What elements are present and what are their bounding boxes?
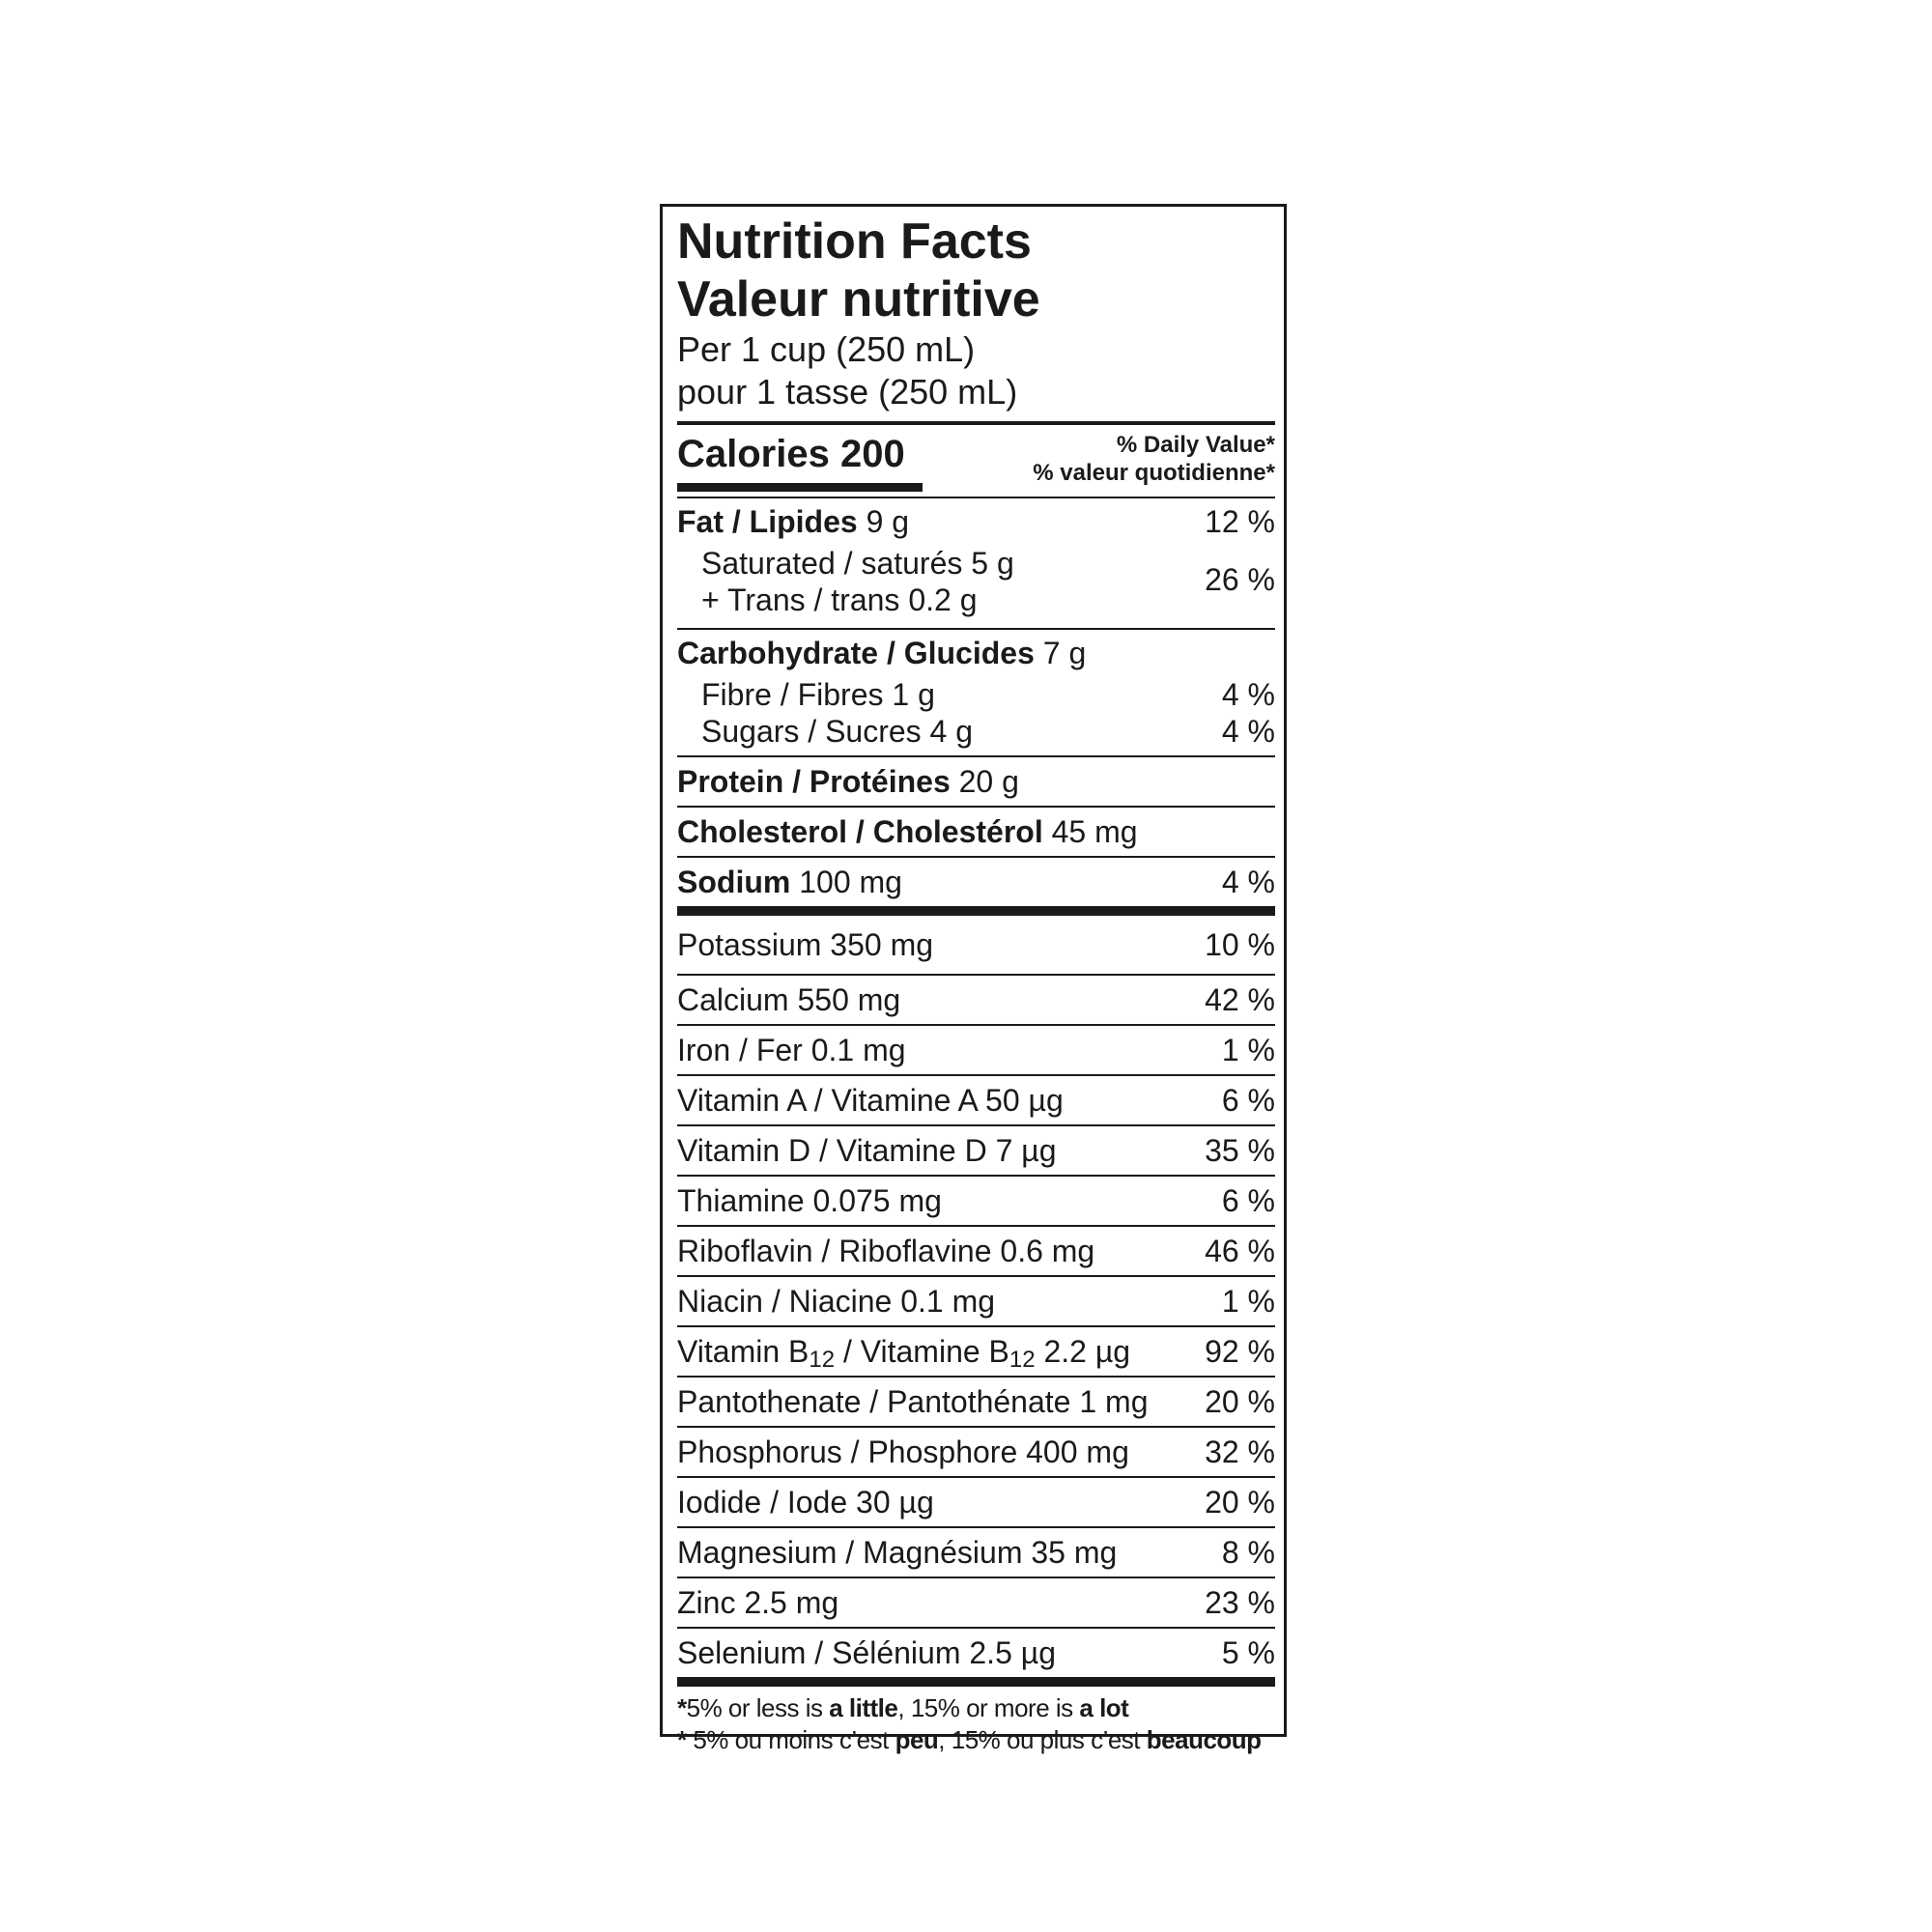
label-content [677,207,1275,1756]
daily-value-english: % Daily Value* [1116,432,1275,458]
nutrient-row-sodium [677,858,1275,906]
niacin-percent: 1 % [1221,1283,1275,1319]
protein-label: Protein / Protéines [677,763,951,799]
vitamin-b12-percent: 92 % [1205,1333,1275,1369]
footnote-text: , 15% or more is [897,1693,1080,1722]
footnote-text: , 15% ou plus c’est [938,1725,1147,1754]
thick-divider [677,906,1275,916]
b12-subscript: 12 [809,1346,836,1373]
sodium-label: Sodium [677,864,791,899]
b12-subscript: 12 [1009,1346,1036,1373]
title-french: Valeur nutritive [677,271,1040,327]
serving-size-english: Per 1 cup (250 mL) [677,329,976,369]
vitamin-a-percent: 6 % [1221,1082,1275,1118]
pantothenate-percent: 20 % [1205,1383,1275,1419]
sodium-percent: 4 % [1221,864,1275,899]
nutrient-row-niacin [677,1277,1275,1325]
nutrient-row-fat [677,498,1275,545]
magnesium-label: Magnesium / Magnésium 35 mg [677,1534,1118,1570]
vitamin-b12-label [677,1333,1131,1373]
iron-label: Iron / Fer 0.1 mg [677,1032,906,1067]
pantothenate-label: Pantothenate / Pantothénate 1 mg [677,1383,1149,1419]
nutrient-row-cholesterol [677,808,1275,856]
vitamin-b12-english: Vitamin B [677,1333,810,1369]
iodide-label: Iodide / Iode 30 µg [677,1484,934,1520]
nutrient-row-sugars [677,713,1275,750]
footnote-emphasis: beaucoup [1146,1725,1262,1754]
nutrient-row-riboflavin [677,1227,1275,1275]
nutrient-row-fibre [677,676,1275,713]
carbohydrate-amount: 7 g [1034,635,1087,670]
calories-underline [677,483,923,492]
footnote-emphasis: peu [895,1725,939,1754]
selenium-percent: 5 % [1221,1634,1275,1670]
footnote-asterisk: * [677,1693,687,1722]
calcium-label: Calcium 550 mg [677,981,901,1017]
saturated-trans-percent: 26 % [1205,562,1275,597]
nutrient-row-iodide [677,1478,1275,1526]
nutrient-row-iron [677,1026,1275,1074]
nutrition-facts-label [660,204,1287,1754]
footnote-french [677,1724,1275,1756]
daily-value-french: % valeur quotidienne* [1033,460,1275,486]
phosphorus-label: Phosphorus / Phosphore 400 mg [677,1434,1129,1469]
nutrient-row-pantothenate [677,1378,1275,1426]
title-english: Nutrition Facts [677,213,1032,270]
nutrient-row-potassium [677,916,1275,974]
nutrient-row-carbohydrate [677,630,1275,676]
thiamine-label: Thiamine 0.075 mg [677,1182,942,1218]
potassium-label: Potassium 350 mg [677,926,934,962]
nutrient-row-protein [677,757,1275,806]
zinc-percent: 23 % [1205,1584,1275,1620]
cholesterol-amount: 45 mg [1042,813,1138,849]
nutrient-row-thiamine [677,1177,1275,1225]
footnote-text: 5% ou moins c’est [693,1725,895,1754]
vitamin-a-label: Vitamin A / Vitamine A 50 µg [677,1082,1064,1118]
calories-value: Calories 200 [677,433,905,475]
protein-amount: 20 g [950,763,1019,799]
sugars-percent: 4 % [1221,713,1275,749]
magnesium-percent: 8 % [1221,1534,1275,1570]
saturated-fat-row: Saturated / saturés 5 g [701,546,1014,581]
nutrient-row-phosphorus [677,1428,1275,1476]
sodium-amount: 100 mg [790,864,902,899]
fat-percent: 12 % [1205,503,1275,539]
vitamin-b12-french: / Vitamine B [835,1333,1009,1369]
niacin-label: Niacin / Niacine 0.1 mg [677,1283,996,1319]
footnote-asterisk: * [677,1725,694,1754]
nutrient-row-zinc [677,1578,1275,1627]
serving-size-french: pour 1 tasse (250 mL) [677,372,1018,412]
vitamin-d-label: Vitamin D / Vitamine D 7 µg [677,1132,1057,1168]
calcium-percent: 42 % [1205,981,1275,1017]
calories-section [677,425,1275,497]
selenium-label: Selenium / Sélénium 2.5 µg [677,1634,1056,1670]
footnote [677,1687,1275,1756]
iron-percent: 1 % [1221,1032,1275,1067]
riboflavin-percent: 46 % [1205,1233,1275,1268]
daily-value-header [1033,431,1275,487]
cholesterol-label: Cholesterol / Cholestérol [677,813,1043,849]
nutrient-row-selenium [677,1629,1275,1677]
footnote-text: 5% or less is [686,1693,830,1722]
zinc-label: Zinc 2.5 mg [677,1584,839,1620]
footnote-english [677,1692,1275,1724]
fibre-percent: 4 % [1221,676,1275,712]
thick-divider [677,1677,1275,1687]
footnote-emphasis: a lot [1079,1693,1129,1722]
fibre-label: Fibre / Fibres 1 g [701,676,935,712]
nutrient-group-saturated-trans [677,545,1275,628]
nutrient-row-calcium [677,976,1275,1024]
vitamin-d-percent: 35 % [1205,1132,1275,1168]
fat-label: Fat / Lipides [677,503,858,539]
iodide-percent: 20 % [1205,1484,1275,1520]
thiamine-percent: 6 % [1221,1182,1275,1218]
phosphorus-percent: 32 % [1205,1434,1275,1469]
riboflavin-label: Riboflavin / Riboflavine 0.6 mg [677,1233,1095,1268]
carbohydrate-label: Carbohydrate / Glucides [677,635,1035,670]
footnote-emphasis: a little [829,1693,898,1722]
sugars-label: Sugars / Sucres 4 g [701,713,974,749]
nutrient-row-magnesium [677,1528,1275,1577]
nutrient-row-vitamin-b12 [677,1327,1275,1376]
potassium-percent: 10 % [1205,926,1275,962]
nutrient-row-vitamin-a [677,1076,1275,1124]
nutrient-row-vitamin-d [677,1126,1275,1175]
trans-fat-row: + Trans / trans 0.2 g [701,582,978,617]
fat-amount: 9 g [857,503,910,539]
vitamin-b12-amount: 2.2 µg [1035,1333,1131,1369]
